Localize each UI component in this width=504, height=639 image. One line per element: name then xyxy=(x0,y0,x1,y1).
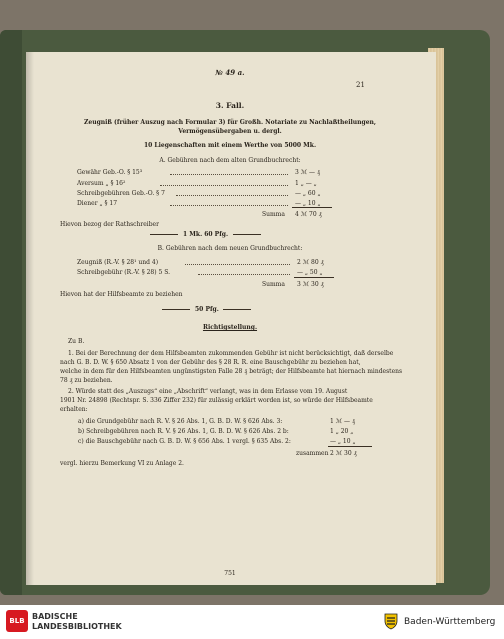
leader-dots xyxy=(170,174,288,175)
blb-logo: BLB xyxy=(6,610,28,632)
correction-item-label: b) Schreibgebühren nach R. V. § 26 Abs. 1, G. B. D. W. § 626 Abs. 2 b: xyxy=(78,428,289,435)
section-a-row-amount: 3 ℳ — ₰ xyxy=(295,169,320,176)
correction-item-amount: 1 „ 20 „ xyxy=(330,428,354,435)
correction-p2-line: erhalten: xyxy=(60,406,88,413)
leader-dots xyxy=(176,195,288,196)
section-b-sum-amount: 3 ℳ 30 ₰ xyxy=(297,281,324,288)
leader-dots xyxy=(170,205,288,206)
section-a-sum-amount: 4 ℳ 70 ₰ xyxy=(295,211,322,218)
section-b-heading: B. Gebühren nach dem neuen Grundbuchrecht: xyxy=(157,245,303,252)
section-a-row-amount: 1 „ — „ xyxy=(295,180,317,187)
section-b-row-amount: 2 ℳ 80 ₰ xyxy=(297,259,324,266)
baden-wuerttemberg-crest-icon xyxy=(382,612,400,630)
section-a-note: Hievon bezog der Rathschreiber xyxy=(60,221,159,228)
correction-intro: Zu B. xyxy=(68,338,85,345)
section-a-share: 1 Mk. 60 Pfg. xyxy=(183,231,229,238)
page-number: 21 xyxy=(356,81,365,89)
section-b-share: 50 Pfg. xyxy=(195,306,219,313)
page-folio: 751 xyxy=(224,570,236,577)
case-heading: 3. Fall. xyxy=(215,101,245,110)
correction-p2-line: 2. Würde statt des „Auszugs“ eine „Abschrift“ verlangt, was in dem Erlasse vom 19. August xyxy=(68,388,348,395)
leader-dots xyxy=(185,264,290,265)
section-b-row-label: Schreibgebühr (R.-V. § 28) 5 S. xyxy=(77,269,171,276)
case-title-line2: Vermögensübergaben u. dergl. xyxy=(178,128,282,135)
leader-dots xyxy=(198,274,290,275)
sum-rule xyxy=(294,277,334,278)
section-b-row-amount: — „ 50 „ xyxy=(297,269,323,276)
section-a-row-label: Diener „ § 17 xyxy=(77,200,118,207)
case-subtitle: 10 Liegenschaften mit einem Werthe von 5000 Mk. xyxy=(143,142,317,149)
correction-p1-line: 78 ₰ zu beziehen. xyxy=(60,377,113,384)
sum-rule xyxy=(292,207,332,208)
library-name-line2: LANDESBIBLIOTHEK xyxy=(32,622,122,631)
section-a-row-label: Aversum „ § 16² xyxy=(77,180,126,187)
leader-dots xyxy=(160,185,288,186)
section-a-row-label: Gewähr Geb.-O. § 15³ xyxy=(77,169,143,176)
share-rule-left xyxy=(150,234,178,235)
correction-p1-line: nach G. B. D. W. § 650 Absatz 1 von der Gebühr des § 28 R. R. eine Bauschgebühr zu beziehen hat, xyxy=(60,359,361,366)
correction-p2-line: 1901 Nr. 24898 (Rechtspr. S. 336 Ziffer 232) für zulässig erklärt worden ist, so würde der Hilfsbeamte xyxy=(60,397,373,404)
correction-item-amount: — „ 10 „ xyxy=(330,438,356,445)
share-rule-right xyxy=(223,309,251,310)
correction-p1-line: welche in dem für den Hilfsbeamten ungünstigsten Falle 28 ₰ beträgt; der Hilfsbeamte hat hiernach mindestens xyxy=(60,368,403,375)
correction-heading: Richtigstellung. xyxy=(202,324,258,331)
form-number: № 49 a. xyxy=(215,68,245,77)
section-a-row-amount: — „ 10 „ xyxy=(295,200,321,207)
total-rule xyxy=(328,446,372,447)
share-rule-right xyxy=(233,234,261,235)
section-a-row-label: Schreibgebühren Geb.-O. § 7 xyxy=(77,190,165,197)
library-name-line1: BADISCHE xyxy=(32,612,78,621)
correction-item-amount: 1 ℳ — ₰ xyxy=(330,418,355,425)
correction-p1-line: 1. Bei der Berechnung der dem Hilfsbeamten zukommenden Gebühr ist nicht berücksichtigt, daß derselbe xyxy=(68,350,394,357)
correction-item-label: c) die Bauschgebühr nach G. B. D. W. § 656 Abs. 1 vergl. § 635 Abs. 2: xyxy=(78,438,291,445)
section-a-row-amount: — „ 60 „ xyxy=(295,190,321,197)
correction-reference: vergl. hierzu Bemerkung VI zu Anlage 2. xyxy=(60,460,184,467)
section-b-note: Hievon hat der Hilfsbeamte zu beziehen xyxy=(60,291,183,298)
correction-total-label: zusammen xyxy=(296,450,329,457)
case-title-line1: Zeugniß (früher Auszug nach Formular 3) für Großh. Notariate zu Nachlaßtheilungen, xyxy=(84,119,376,126)
correction-item-label: a) die Grundgebühr nach R. V. § 26 Abs. 1, G. B. D. W. § 626 Abs. 3: xyxy=(78,418,283,425)
share-rule-left xyxy=(162,309,190,310)
section-b-sum-label: Summa xyxy=(262,281,285,288)
section-b-row-label: Zeugniß (R.-V. § 28¹ und 4) xyxy=(77,259,159,266)
section-a-sum-label: Summa xyxy=(262,211,285,218)
section-a-heading: A. Gebühren nach dem alten Grundbuchrecht: xyxy=(159,157,301,164)
correction-total-amount: 2 ℳ 30 ₰ xyxy=(330,450,357,457)
book-spine xyxy=(0,30,22,595)
state-name: Baden-Württemberg xyxy=(404,617,496,627)
